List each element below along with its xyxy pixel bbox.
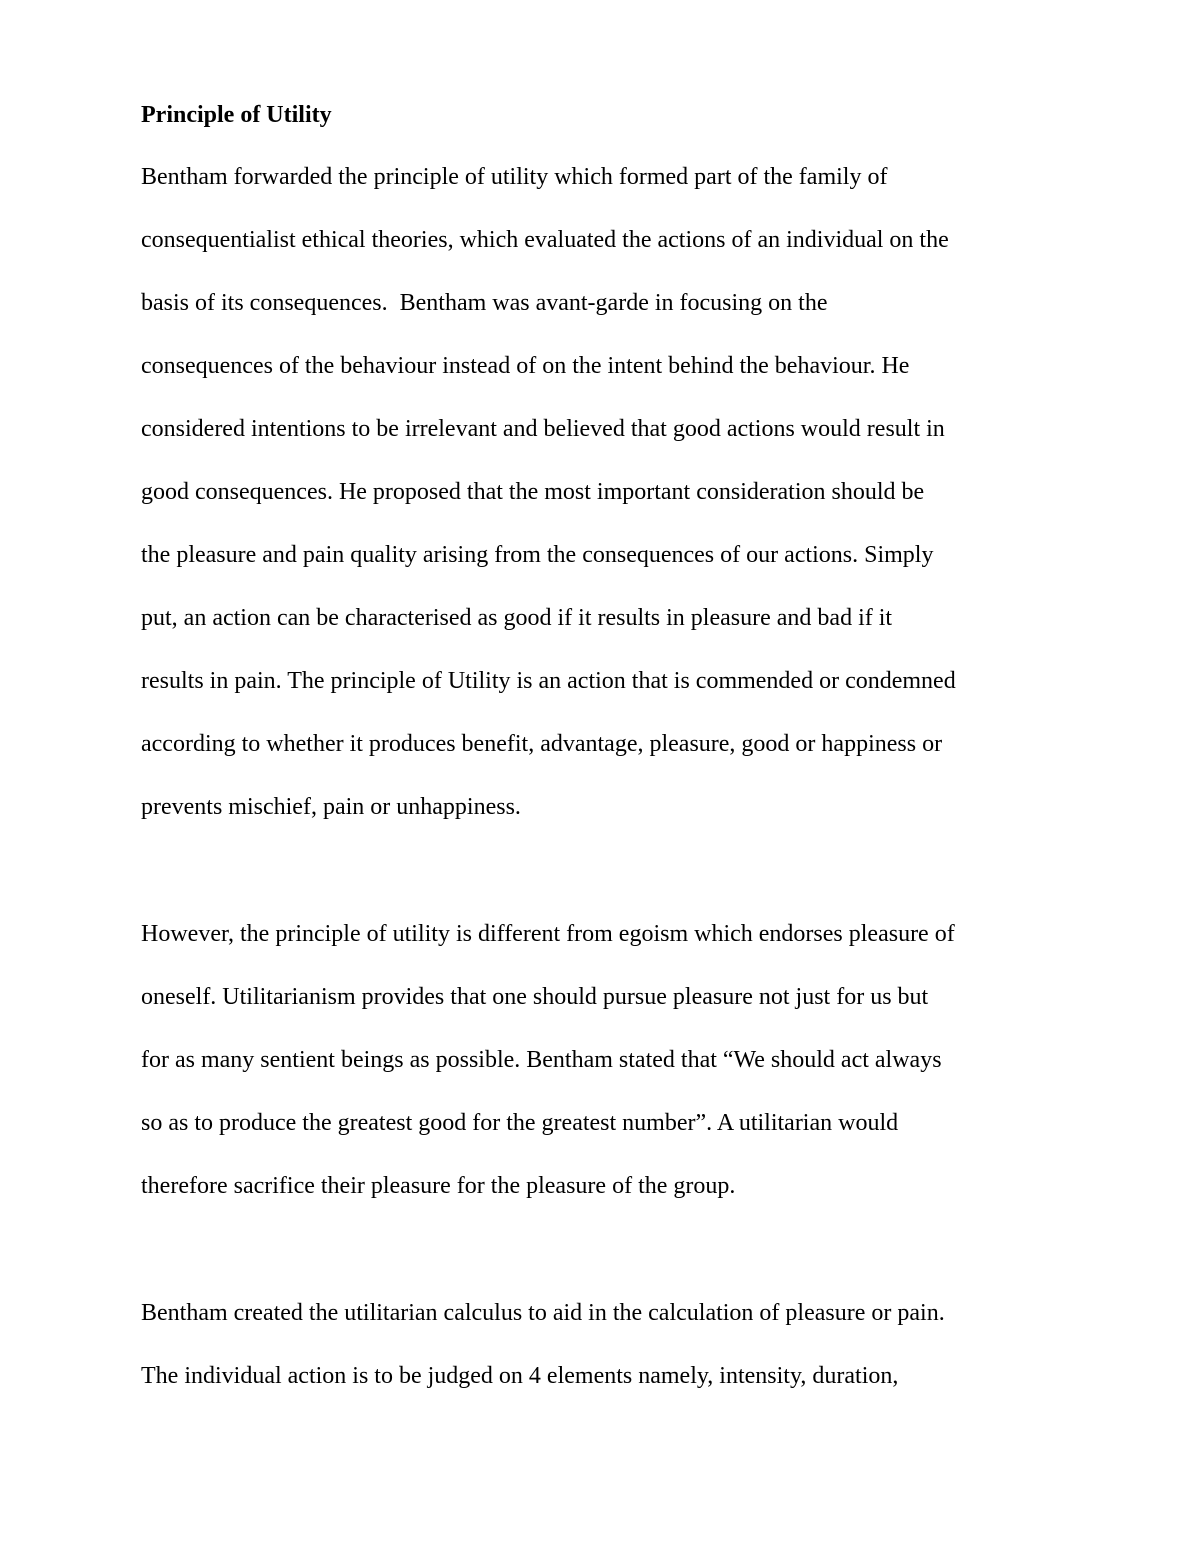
text-line: put, an action can be characterised as good if it results in pleasure and bad if it: [141, 605, 893, 631]
text-line: for as many sentient beings as possible. Bentham stated that “We should act always: [141, 1047, 942, 1073]
text-line: according to whether it produces benefit, advantage, pleasure, good or happiness or: [141, 731, 943, 757]
text-line: oneself. Utilitarianism provides that one should pursue pleasure not just for us but: [141, 984, 929, 1010]
text-line: good consequences. He proposed that the most important consideration should be: [141, 479, 925, 505]
text-line: basis of its consequences. Bentham was avant-garde in focusing on the: [141, 290, 828, 316]
text-line: considered intentions to be irrelevant and believed that good actions would result in: [141, 416, 945, 442]
text-line: results in pain. The principle of Utility is an action that is commended or condemned: [141, 668, 956, 694]
text-line: Bentham forwarded the principle of utility which formed part of the family of: [141, 164, 888, 190]
text-line: so as to produce the greatest good for the greatest number”. A utilitarian would: [141, 1110, 899, 1136]
text-line: the pleasure and pain quality arising from the consequences of our actions. Simply: [141, 542, 934, 568]
text-line: prevents mischief, pain or unhappiness.: [141, 794, 521, 820]
text-line: The individual action is to be judged on 4 elements namely, intensity, duration,: [141, 1363, 899, 1389]
text-line: consequences of the behaviour instead of on the intent behind the behaviour. He: [141, 353, 910, 379]
text-line: However, the principle of utility is different from egoism which endorses pleasure of: [141, 921, 955, 947]
text-line: Bentham created the utilitarian calculus to aid in the calculation of pleasure or pain.: [141, 1300, 945, 1326]
page-title: Principle of Utility: [141, 102, 332, 128]
text-line: consequentialist ethical theories, which evaluated the actions of an individual on the: [141, 227, 949, 253]
text-line: therefore sacrifice their pleasure for the pleasure of the group.: [141, 1173, 736, 1199]
